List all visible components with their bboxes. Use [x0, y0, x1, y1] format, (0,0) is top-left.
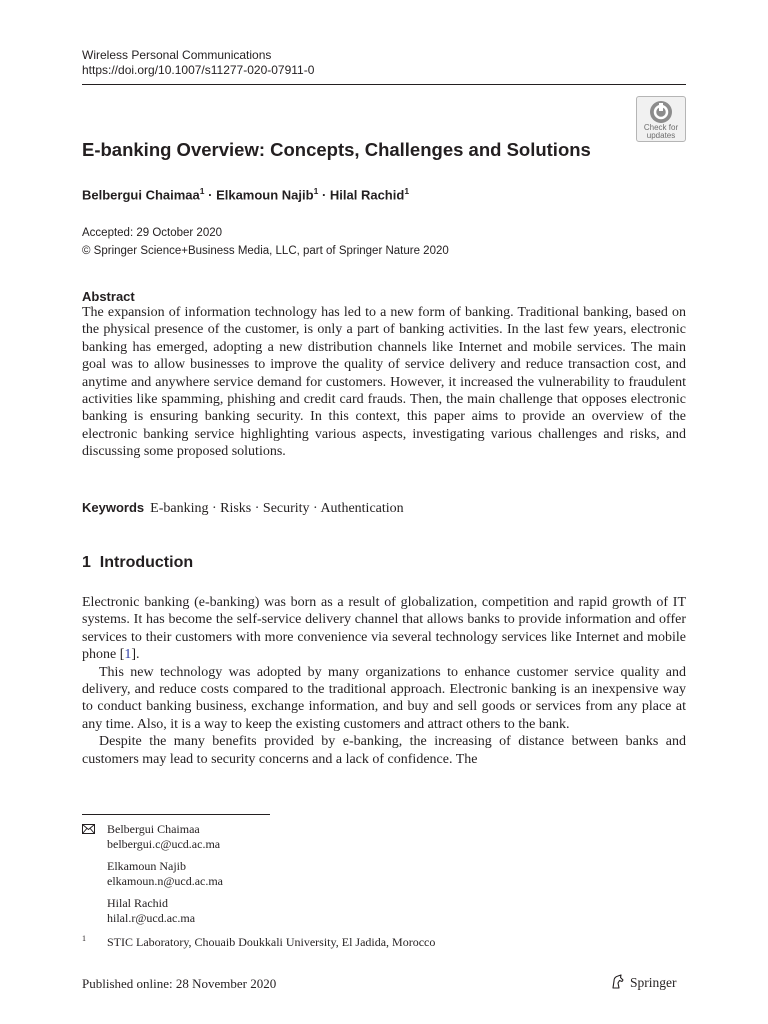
contact-entry [82, 822, 686, 851]
copyright-notice: © Springer Science+Business Media, LLC, part of Springer Nature 2020 [82, 245, 449, 257]
contact-name: Elkamoun Najib [107, 859, 186, 873]
accepted-date: Accepted: 29 October 2020 [82, 227, 223, 239]
doi-link[interactable]: https://doi.org/10.1007/s11277-020-07911-0 [82, 63, 315, 77]
author-name[interactable]: Hilal Rachid [329, 187, 405, 203]
keywords-list: E-banking · Risks · Security · Authentication [150, 501, 404, 516]
mail-icon [82, 824, 95, 834]
header-rule [82, 84, 686, 85]
contact-name: Hilal Rachid [107, 896, 168, 910]
section-heading-introduction [82, 554, 193, 572]
check-updates-icon [649, 100, 673, 124]
affiliation-footnote [82, 935, 686, 950]
badge-text-line2: updates [646, 131, 676, 140]
footnotes [82, 822, 686, 950]
section-number: 1 [82, 554, 91, 571]
contact-entry [82, 859, 686, 888]
keywords-label: Keywords [82, 500, 145, 515]
author-name[interactable]: Belbergui Chaimaa [82, 187, 200, 203]
paragraph [82, 594, 686, 664]
contact-email[interactable]: elkamoun.n@ucd.ac.ma [107, 873, 224, 888]
author-separator: · [318, 187, 330, 203]
keywords [82, 500, 404, 517]
abstract-heading: Abstract [82, 289, 135, 304]
paragraph: Despite the many benefits provided by e-banking, the increasing of distance between banks and customers may lead to security concerns and a lack of confidence. The [82, 734, 686, 767]
author-name[interactable]: Elkamoun Najib [216, 187, 314, 203]
footnote-rule [82, 814, 270, 815]
author-affiliation-mark: 1 [199, 186, 205, 196]
journal-name: Wireless Personal Communications [82, 48, 272, 62]
author-separator: · [204, 187, 217, 203]
contact-entry [82, 896, 686, 925]
author-affiliation-mark: 1 [313, 186, 319, 196]
citation-link[interactable]: 1 [124, 647, 132, 663]
check-for-updates-badge[interactable] [636, 96, 686, 142]
journal-header [82, 48, 314, 78]
author-list [82, 186, 409, 202]
publisher-logo [610, 974, 677, 991]
paragraph-text: Electronic banking (e-banking) was born as a result of globalization, competition and rapid growth of IT systems. It has become the self-service delivery channel that allows banks to provide information and offer services to their customers with more convenience via several technology services like Internet and mobile phone [ [82, 595, 686, 663]
affiliation-number: 1 [82, 934, 86, 943]
publisher-name: Springer [630, 975, 677, 990]
author-affiliation-mark: 1 [404, 186, 410, 196]
abstract-text: The expansion of information technology has led to a new form of banking. Traditional banking, based on the physical presence of the customer, is only a part of banking activities. In the last few years, electronic banking has emerged, adopting a new distribution channels like Internet and mobile services. The main goal was to allow businesses to improve the quality of service delivery and reduce transaction cost, and anytime and anywhere service demand for customers. However, it increased the vulnerability to fraudulent activities like spamming, phishing and credit card frauds. Then, the main challenge that opposes electronic banking is ensuring banking security. In this context, this paper aims to provide an overview of the electronic banking service highlighting various aspects, investigating various challenges and risks, and discussing some proposed solutions. [82, 305, 686, 460]
contact-name: Belbergui Chaimaa [107, 822, 200, 836]
paper-title: E-banking Overview: Concepts, Challenges and Solutions [82, 139, 591, 160]
springer-horse-icon [610, 974, 626, 990]
contact-email[interactable]: belbergui.c@ucd.ac.ma [107, 836, 221, 851]
paragraph: This new technology was adopted by many organizations to enhance customer service quality and delivery, and reduce costs compared to the traditional approach. Electronic banking is an inexpensive way to conduct banking business, exchange information, and buy and sell goods or services from any place at any time. Also, it is a way to keep the existing customers and attract others to the bank. [82, 664, 686, 732]
publication-dates [82, 224, 449, 260]
paragraph-text-end: ]. [131, 647, 140, 663]
section-title: Introduction [99, 554, 194, 571]
introduction-body [82, 594, 686, 768]
contact-email[interactable]: hilal.r@ucd.ac.ma [107, 910, 196, 925]
affiliation-text: STIC Laboratory, Chouaib Doukkali University, El Jadida, Morocco [107, 935, 436, 949]
published-online-date: Published online: 28 November 2020 [82, 976, 277, 991]
badge-text-line1: Check for [643, 123, 679, 132]
